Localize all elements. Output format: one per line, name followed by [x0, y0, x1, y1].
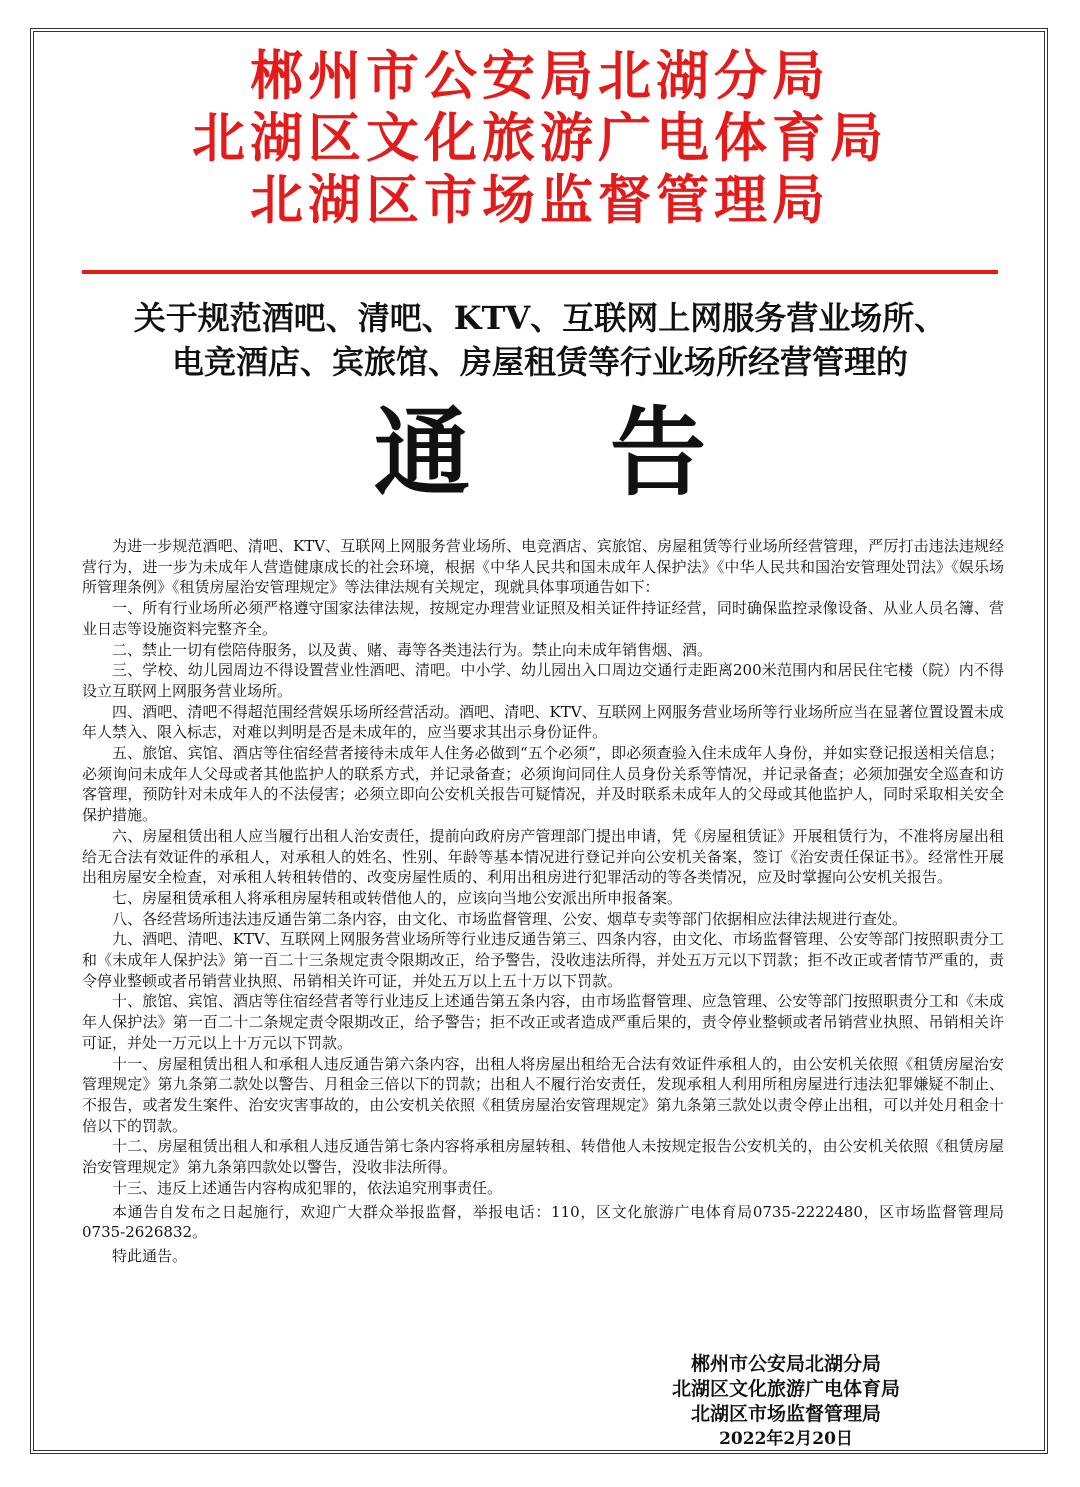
red-divider: [82, 270, 998, 274]
clause-7: 七、房屋租赁承租人将承租房屋转租或转借他人的，应该向当地公安派出所申报备案。: [112, 888, 683, 907]
signature-date: 2022年2月20日: [719, 1429, 853, 1449]
notice-title: 通告: [374, 397, 846, 509]
subject-line: 电竞酒店、宾旅馆、房屋租赁等行业场所经营管理的: [171, 343, 908, 381]
clause-12: 十二、房屋租赁出租人和承租人违反通告第七条内容将承租房屋转租、转借他人未按规定报告公安机关的，由公安机关依照《租赁房屋治安管理规定》第九条第四款处以警告，没收非法所得。: [82, 1137, 1004, 1177]
clause-2: 二、禁止一切有偿陪侍服务，以及黄、赌、毒等各类违法行为。禁止向未成年销售烟、酒。: [112, 640, 713, 659]
clause-9: 九、酒吧、清吧、KTV、互联网上网服务营业场所等行业违反通告第三、四条内容，由文化、市场监督管理、公安等部门按照职责分工和《未成年人保护法》第一百二十三条规定责令限期改正，给予警告，没收违法所得，并处五万元以下罚款；拒不改正或者情节严重的，责令停业整顿或者吊销营业执照、吊销相关许可证，并处五万以上五十万以下罚款。: [82, 930, 1004, 990]
signature-agency: 北湖区市场监督管理局: [691, 1403, 882, 1425]
clause-11: 十一、房屋租赁出租人和承租人违反通告第六条内容，出租人将房屋出租给无合法有效证件承租人的，由公安机关依照《租赁房屋治安管理规定》第九条第二款处以警告、月租金三倍以下的罚款；出租人不履行治安责任，发现承租人利用所租房屋进行违法犯罪嫌疑不制止、不报告，或者发生案件、治安灾害事故的，由公安机关依照《租赁房屋治安管理规定》第九条第三款处以责令停止出租，可以并处月租金十倍以下的罚款。: [82, 1054, 1004, 1135]
notice-subject: [0, 296, 1080, 384]
effective-date-and-hotlines: 本通告自发布之日起施行，欢迎广大群众举报监督，举报电话：110，区文化旅游广电体育局0735-2222480，区市场监督管理局0735-2626832。: [82, 1202, 1004, 1242]
intro-paragraph: 为进一步规范酒吧、清吧、KTV、互联网上网服务营业场所、电竞酒店、宾旅馆、房屋租赁等行业场所经营管理，严厉打击违法违规经营行为，进一步为未成年人营造健康成长的社会环境，根据《中华人民共和国未成年人保护法》《中华人民共和国治安管理处罚法》《娱乐场所管理条例》《租赁房屋治安管理规定》等法律法规有关规定，现就具体事项通告如下：: [82, 537, 1004, 597]
signature-agency: 北湖区文化旅游广电体育局: [672, 1378, 901, 1400]
clause-6: 六、房屋租赁出租人应当履行出租人治安责任，提前向政府房产管理部门提出申请，凭《房屋租赁证》开展租赁行为，不准将房屋出租给无合法有效证件的承租人，对承租人的姓名、性别、年龄等基本情况进行登记并向公安机关备案，签订《治安责任保证书》。经常性开展出租房屋安全检查，对承租人转租转借的、改变房屋性质的、利用出租房进行犯罪活动的等各类情况，应及时掌握向公安机关报告。: [82, 826, 1004, 887]
subject-line: 关于规范酒吧、清吧、KTV、互联网上网服务营业场所、: [133, 299, 947, 337]
clause-4: 四、酒吧、清吧不得超范围经营娱乐场所经营活动。酒吧、清吧、KTV、互联网上网服务营业场所等行业场所应当在显著位置设置未成年人禁入、限入标志，对难以判明是否是未成年的，应当要求其出示身份证件。: [82, 702, 1004, 742]
issuing-agencies-header: [0, 46, 1080, 232]
signature-agency: 郴州市公安局北湖分局: [691, 1353, 882, 1375]
clause-8: 八、各经营场所违法违反通告第二条内容，由文化、市场监督管理、公安、烟草专卖等部门依据相应法律法规进行查处。: [112, 909, 908, 928]
clause-10: 十、旅馆、宾馆、酒店等住宿经营者等行业违反上述通告第五条内容，由市场监督管理、应急管理、公安等部门按照职责分工和《未成年人保护法》第一百二十二条规定责令限期改正，给予警告；拒不改正或者造成严重后果的，责令停业整顿或者吊销营业执照、吊销相关许可证，并处一万元以上十万元以下罚款。: [82, 992, 1004, 1052]
clause-13: 十三、违反上述通告内容构成犯罪的，依法追究刑事责任。: [112, 1178, 503, 1197]
clause-1: 一、所有行业场所必须严格遵守国家法律法规，按规定办理营业证照及相关证件持证经营，同时确保监控录像设备、从业人员名簿、营业日志等设施资料完整齐全。: [82, 599, 1004, 638]
signature-block: [672, 1352, 900, 1452]
notice-body: [82, 536, 1004, 1267]
closing-remark: 特此通告。: [112, 1246, 188, 1265]
agency-name-police: 郴州市公安局北湖分局: [250, 46, 830, 107]
agency-name-market: 北湖区市场监督管理局: [250, 170, 830, 231]
clause-5: 五、旅馆、宾馆、酒店等住宿经营者接待未成年人住务必做到“五个必须”，即必须查验入住未成年人身份，并如实登记报送相关信息；必须询问未成年人父母或者其他监护人的联系方式，并记录备查；必须询问同住人员身份关系等情况，并记录备查；必须加强安全巡查和访客管理，预防针对未成年人的不法侵害；必须立即向公安机关报告可疑情况，并及时联系未成年人的父母或其他监护人，同时采取相关安全保护措施。: [82, 744, 1004, 825]
agency-name-culture: 北湖区文化旅游广电体育局: [192, 108, 888, 169]
clause-3: 三、学校、幼儿园周边不得设置营业性酒吧、清吧。中小学、幼儿园出入口周边交通行走距离200米范围内和居民住宅楼（院）内不得设立互联网上网服务营业场所。: [82, 661, 1004, 700]
